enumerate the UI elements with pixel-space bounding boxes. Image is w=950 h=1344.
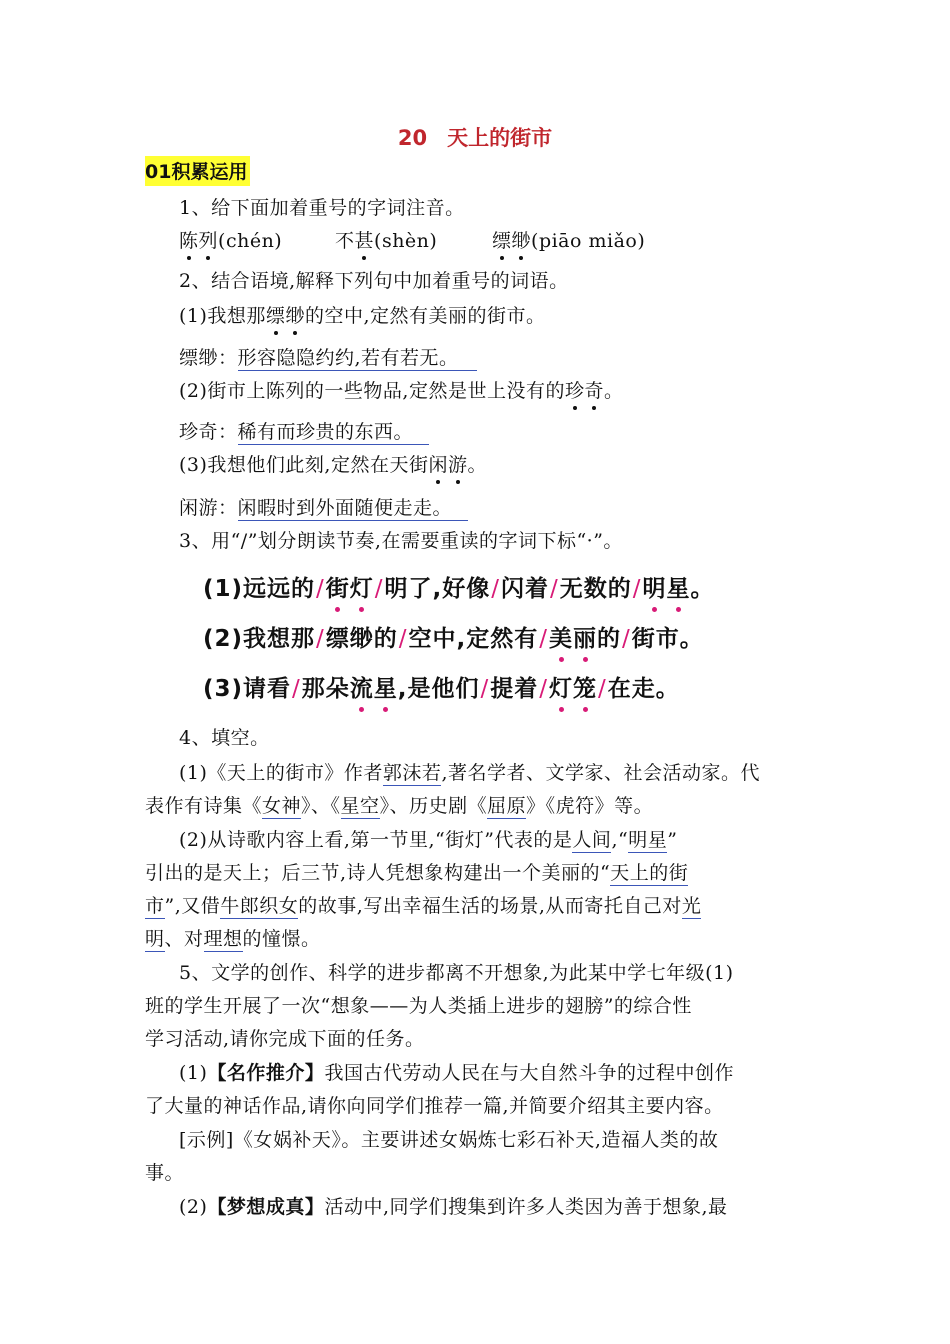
q1-item-1: 陈列(chén) [179,230,283,252]
q1-item-2: 不甚(shèn) [335,230,438,252]
q2-answer-1: 缥缈：形容隐隐约约,若有若无。 [179,343,477,370]
q4-p2-line2: 引出的是天上；后三节,诗人凭想象构建出一个美丽的“天上的街 [145,862,689,884]
q3-reading-3: (3)请看/那朵流星,是他们/提着/灯笼/在走。 [203,676,680,702]
q4-p2-line4: 明、对理想的憧憬。 [145,928,321,950]
answer-blank: 稀有而珍贵的东西。 [238,421,430,445]
q1-item-3: 缥缈(piāo miǎo) [492,230,646,252]
lesson-number: 20 [397,126,428,150]
q4-p1-line1: (1)《天上的街市》作者郭沫若,著名学者、文学家、社会活动家。代 [179,762,760,784]
q5-stem-line1: 5、文学的创作、科学的进步都离不开想象,为此某中学七年级(1) [179,962,734,984]
q3-reading-2: (2)我想那/缥缈的/空中,定然有/美丽的/街市。 [203,626,704,652]
q5-example-line2: 事。 [145,1162,185,1184]
q1-stem: 1、给下面加着重号的字词注音。 [179,197,465,219]
q2-stem: 2、结合语境,解释下列句中加着重号的词语。 [179,270,569,292]
q4-p2-line1: (2)从诗歌内容上看,第一节里,“街灯”代表的是人间,“明星” [179,829,678,851]
q5-stem-line3: 学习活动,请你完成下面的任务。 [145,1028,425,1050]
q3-stem: 3、用“/”划分朗读节奏,在需要重读的字词下标“·”。 [179,530,623,552]
lesson-title: 天上的街市 [447,126,553,150]
q4-p1-line2: 表作有诗集《女神》、《星空》、历史剧《屈原》《虎符》等。 [145,795,654,817]
q2-sentence-2: (2)街市上陈列的一些物品,定然是世上没有的珍奇。 [179,380,624,402]
q2-answer-3: 闲游：闲暇时到外面随便走走。 [179,493,468,520]
answer-blank: 闲暇时到外面随便走走。 [238,497,469,521]
section-heading: 01积累运用 [145,156,250,186]
q4-p2-line3: 市”,又借牛郎织女的故事,写出幸福生活的场景,从而寄托自己对光 [145,895,702,917]
q5-example-line1: [示例]《女娲补天》。主要讲述女娲炼七彩石补天,造福人类的故 [179,1129,719,1151]
q5-stem-line2: 班的学生开展了一次“想象——为人类插上进步的翅膀”的综合性 [145,995,692,1017]
q2-sentence-3: (3)我想他们此刻,定然在天街闲游。 [179,454,488,476]
q5-task2-line1: (2)【梦想成真】活动中,同学们搜集到许多人类因为善于想象,最 [179,1196,728,1218]
q5-task1-line1: (1)【名作推介】我国古代劳动人民在与大自然斗争的过程中创作 [179,1062,734,1084]
q4-stem: 4、填空。 [179,727,270,749]
answer-blank: 形容隐隐约约,若有若无。 [238,347,477,371]
page-title [0,122,950,152]
q2-sentence-1: (1)我想那缥缈的空中,定然有美丽的街市。 [179,305,546,327]
q5-task1-line2: 了大量的神话作品,请你向同学们推荐一篇,并简要介绍其主要内容。 [145,1095,724,1117]
q3-reading-1: (1)远远的/街灯/明了,好像/闪着/无数的/明星。 [203,576,715,602]
q2-answer-2: 珍奇：稀有而珍贵的东西。 [179,417,429,444]
